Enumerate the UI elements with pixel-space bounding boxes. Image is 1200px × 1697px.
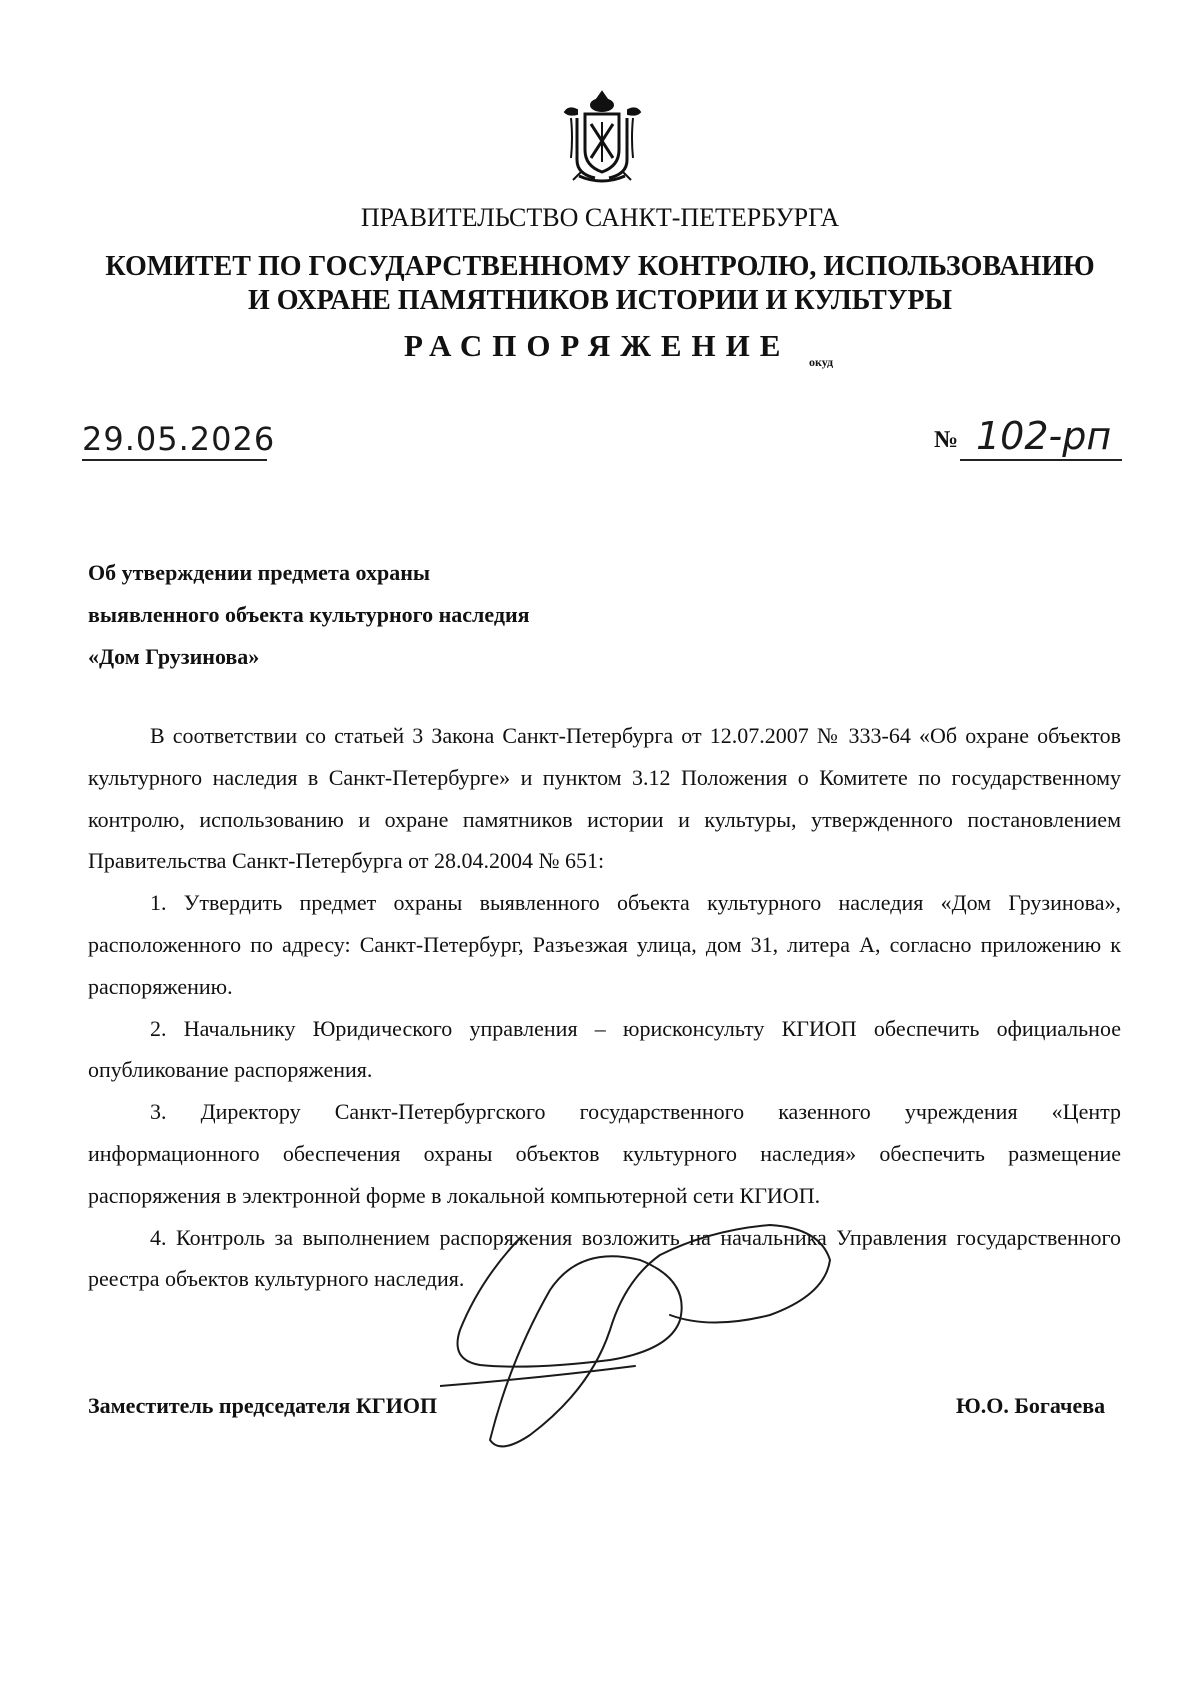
- okud-label: окуд: [809, 355, 834, 369]
- signer-name: Ю.О. Богачева: [956, 1393, 1106, 1418]
- subject-line2: выявленного объекта культурного наследия: [88, 602, 530, 627]
- document-number: 102-рп: [976, 414, 1112, 458]
- body-item-1: 1. Утвердить предмет охраны выявленного объекта культурного наследия «Дом Грузинова», расположенного по адресу: Санкт-Петербург, Разъезжая улица, дом 31, литера А, согласно приложению к распоряжению.: [88, 890, 1121, 999]
- subject-line3: «Дом Грузинова»: [88, 644, 260, 669]
- body-item-4: 4. Контроль за выполнением распоряжения возложить на начальника Управления государственного реестра объектов культурного наследия.: [88, 1224, 1121, 1292]
- subject-line1: Об утверждении предмета охраны: [88, 560, 431, 585]
- coat-of-arms-icon: [555, 88, 650, 188]
- committee-name-line2: И ОХРАНЕ ПАМЯТНИКОВ ИСТОРИИ И КУЛЬТУРЫ: [248, 285, 952, 316]
- number-underline: [960, 459, 1122, 461]
- signer-title: Заместитель председателя КГИОП: [88, 1393, 438, 1418]
- date-underline: [82, 459, 267, 461]
- government-name: ПРАВИТЕЛЬСТВО САНКТ-ПЕТЕРБУРГА: [360, 203, 840, 232]
- committee-name: [0, 250, 1200, 318]
- body-item-3: 3. Директору Санкт-Петербургского государственного казенного учреждения «Центр информационного обеспечения охраны объектов культурного наследия» обеспечить размещение распоряжения в электронной форме в локальной компьютерной сети КГИОП.: [88, 1099, 1121, 1208]
- document-type: РАСПОРЯЖЕНИЕ: [404, 328, 791, 363]
- handwritten-signature-icon: [440, 1210, 960, 1490]
- body-preamble: В соответствии со статьей 3 Закона Санкт-Петербурга от 12.07.2007 № 333-64 «Об охране объектов культурного наследия в Санкт-Петербурге» и пунктом 3.12 Положения о Комитете по государственному контролю, использованию и охране памятников истории и культуры, утвержденного постановлением Правительства Санкт-Петербурга от 28.04.2004 № 651:: [88, 723, 1121, 874]
- committee-name-line1: КОМИТЕТ ПО ГОСУДАРСТВЕННОМУ КОНТРОЛЮ, ИСПОЛЬЗОВАНИЮ: [105, 251, 1095, 282]
- body-item-2: 2. Начальнику Юридического управления – юрисконсульту КГИОП обеспечить официальное опубликование распоряжения.: [88, 1015, 1121, 1083]
- document-subject: [88, 552, 530, 678]
- document-date: 29.05.2026: [82, 420, 276, 458]
- number-sign: №: [934, 427, 959, 453]
